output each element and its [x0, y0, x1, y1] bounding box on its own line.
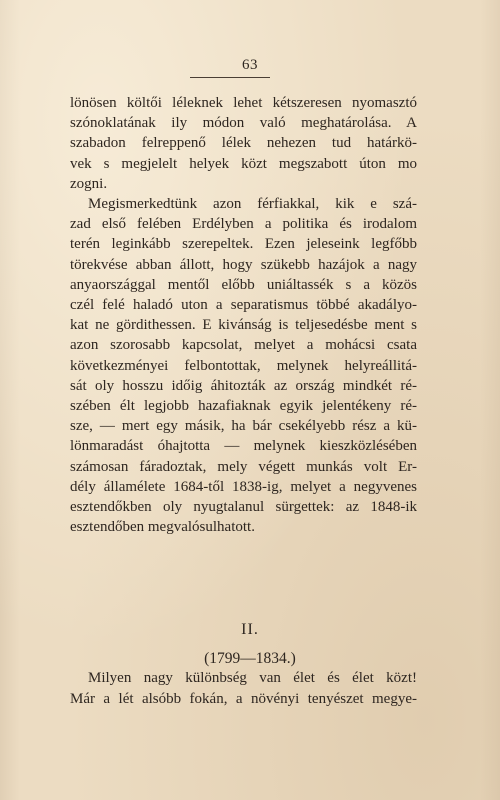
text-line: esztendőben megvalósulhatott. — [70, 519, 255, 536]
text-line: sát oly hosszu időig áhitozták az ország mindkét ré- — [70, 377, 417, 394]
page-number: 63 — [242, 57, 258, 73]
text-line: szónoklatának ily módon való meghatárolása. A — [70, 115, 417, 132]
text-line: vek s megjelelt helyek közt megszabott úton mo — [70, 155, 417, 172]
text-line: számosan fáradoztak, mely végett munkás volt Er- — [70, 458, 417, 475]
text-line: zogni. — [70, 175, 108, 192]
paragraph-1 — [70, 93, 417, 194]
section-heading: II. — [241, 621, 259, 638]
text-line: esztendőkben oly nyugtalanul sürgettek: az 1848-ik — [70, 499, 417, 516]
text-line: lönmaradást óhajtotta — melynek kieszközlésében — [70, 438, 417, 455]
section-text — [70, 668, 417, 710]
text-line: Már a lét alsóbb fokán, a növényi tenyészet megye- — [70, 691, 417, 707]
text-line: terén leginkább szerepeltek. Ezen jeleseink legfőbb — [70, 236, 417, 253]
text-line: szében élt legjobb hazafiaknak egyik jelentékeny ré- — [70, 398, 417, 415]
text-line: Megismerkedtünk azon férfiakkal, kik e szá- — [88, 196, 417, 213]
text-line: következményei felbontottak, melynek helyreállitá- — [70, 357, 417, 374]
text-line: dély államélete 1684-től 1838-ig, melyet a negyvenes — [70, 478, 417, 495]
text-line: kat ne gördithessen. E kivánság is teljesedésbe ment s — [70, 317, 417, 334]
main-text — [70, 93, 417, 537]
text-line: lönösen költői léleknek lehet kétszeresen nyomasztó — [70, 95, 417, 111]
text-line: anyaországgal mentől előbb uniáltassék s a közös — [70, 276, 417, 293]
text-line: czél felé haladó uton a separatismus többé akadályo- — [70, 297, 417, 314]
text-line: törekvése abban állott, hogy szükebb hazájok a nagy — [70, 256, 417, 273]
text-line: azon szorosabb kapcsolat, melyet a mohácsi csata — [70, 337, 417, 354]
page-number-rule — [190, 77, 270, 78]
text-line: Milyen nagy különbség van élet és élet közt! — [88, 670, 417, 686]
text-line: sze, — mert egy másik, ha bár csekélyebb rész a kü- — [70, 418, 417, 435]
text-line: zad első felében Erdélyben a politika és irodalom — [70, 216, 417, 233]
section-years: (1799—1834.) — [204, 650, 296, 667]
paragraph-2 — [70, 194, 417, 537]
text-line: szabadon felreppenő lélek nehezen tud határkö- — [70, 135, 417, 152]
